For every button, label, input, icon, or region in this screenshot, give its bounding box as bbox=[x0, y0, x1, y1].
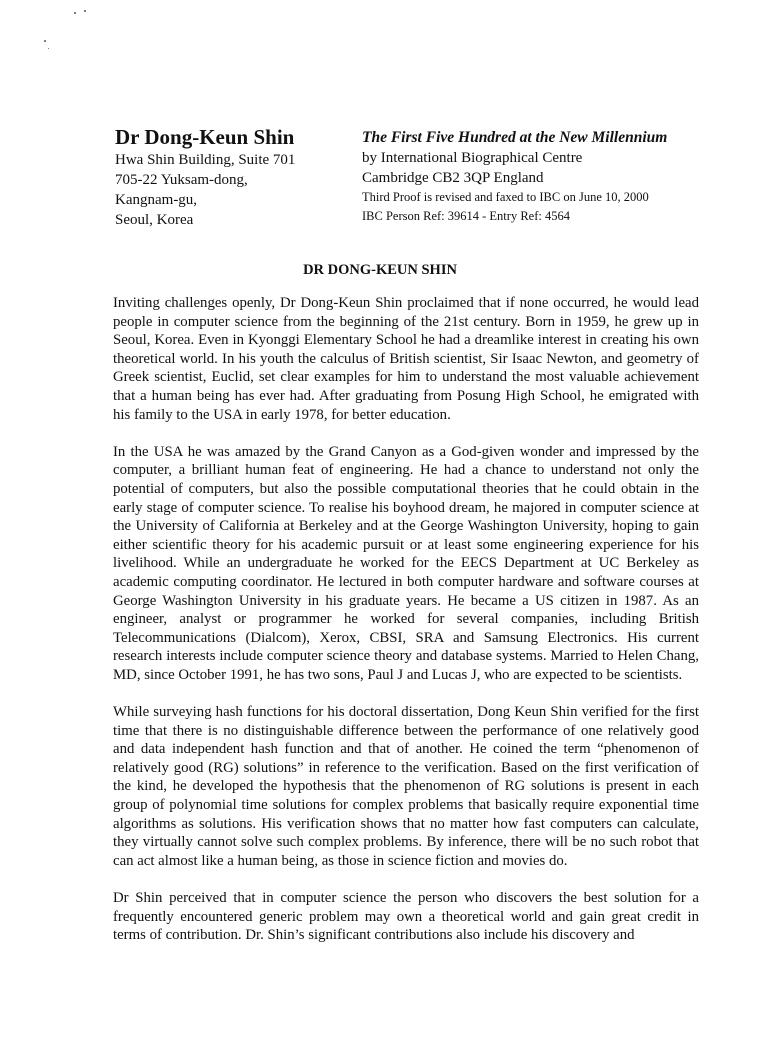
paragraph: In the USA he was amazed by the Grand Canyon as a God-given wonder and impressed by the computer, a brilliant human feat of engineering. He had a chance to understand not only the potential of computers, but also the possible computational theories that he could obtain in the early stage of computer science. To realise his boyhood dream, he majored in computer science at the University of California at Berkeley and at the George Washington University, hoping to gain either scientific theory for his academic pursuit or at least some engineering experience for his livelihood. While an undergraduate he worked for the EECS Department at UC Berkeley as academic computing coordinator. He lectured in both computer hardware and software courses at George Washington University in his graduate years. He became a US citizen in 1987. As an engineer, analyst or programmer he worked for several companies, including British Telecommunications (Dialcom), Xerox, CBSI, SRA and Samsung Electronics. His current research interests include computer science theory and database systems. Married to Helen Chang, MD, since October 1991, he has two sons, Paul J and Lucas J, who are expected to be scientists. bbox=[113, 443, 699, 683]
publisher-location: Cambridge CB2 3QP England bbox=[362, 170, 544, 186]
paragraph: While surveying hash functions for his doctoral dissertation, Dong Keun Shin verified for the first time that there is no distinguishable difference between the performance of one relatively good and data independent hash function and that of another. He coined the term “phenomenon of relatively good (RG) solutions” in reference to the verification. Based on the first verification of the kind, he developed the hypothesis that the phenomenon of RG solutions is present in each group of polynomial time solutions for complex problems that basically require exponential time algorithms as solutions. His verification shows that no matter how fast computers can calculate, they virtually cannot solve such complex problems. By inference, there will be no such robot that can act almost like a human being, as those in science fiction and movies do. bbox=[113, 704, 699, 869]
paragraph: Dr Shin perceived that in computer science the person who discovers the best solution for a frequently encountered generic problem may own a theoretical world and gain great credit in terms of contribution. Dr. Shin’s significant contributions also include his discovery and bbox=[113, 890, 699, 944]
proof-note: Third Proof is revised and faxed to IBC on June 10, 2000 bbox=[362, 190, 649, 204]
document-heading: DR DONG-KEUN SHIN bbox=[303, 262, 457, 278]
publisher-line: by International Biographical Centre bbox=[362, 150, 583, 166]
address-line: Kangnam-gu, bbox=[115, 192, 198, 208]
scan-speck bbox=[84, 10, 86, 12]
paragraph: Inviting challenges openly, Dr Dong-Keun Shin proclaimed that if none occurred, he would lead people in computer science from the beginning of the 21st century. Born in 1959, he grew up in Seoul, Korea. Even in Kyonggi Elementary School he had a dreamlike interest in creating his own theoretical world. In his youth the calculus of British scientist, Sir Isaac Newton, and geometry of Greek scientist, Euclid, set clear examples for him to understand the most valuable achievement that a human being has ever had. After graduating from Posung High School, he emigrated with his family to the USA in early 1978, for better education. bbox=[113, 295, 699, 423]
scan-speck bbox=[44, 40, 46, 42]
person-name: Dr Dong-Keun Shin bbox=[115, 125, 295, 149]
address-line: Hwa Shin Building, Suite 701 bbox=[115, 152, 296, 168]
address-line: Seoul, Korea bbox=[115, 212, 194, 228]
body-text bbox=[113, 294, 699, 963]
scan-speck bbox=[48, 48, 49, 49]
contact-block bbox=[115, 124, 345, 230]
publication-block bbox=[362, 128, 742, 226]
publication-title: The First Five Hundred at the New Millennium bbox=[362, 129, 668, 146]
reference-line: IBC Person Ref: 39614 - Entry Ref: 4564 bbox=[362, 209, 570, 223]
scan-speck bbox=[74, 12, 76, 14]
address-line: 705-22 Yuksam-dong, bbox=[115, 172, 248, 188]
